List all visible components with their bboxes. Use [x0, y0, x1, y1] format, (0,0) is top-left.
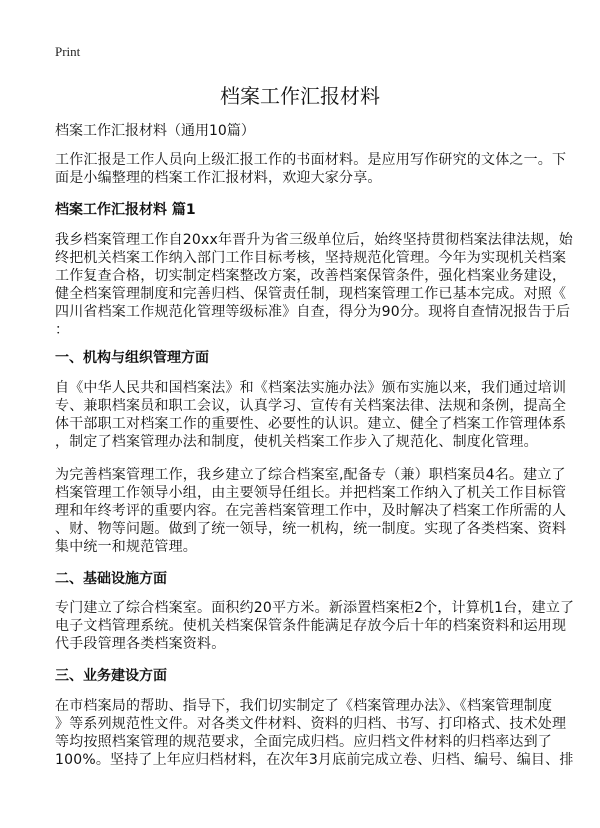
- text-line: 集中统一和规范管理。: [55, 539, 197, 555]
- section-title: 档案工作汇报材料 篇1: [55, 202, 196, 218]
- text-line: 档案管理工作领导小组，由主要领导任组长。并把档案工作纳入了机关工作目标管: [55, 485, 567, 501]
- text-line: 》等系列规范性文件。对各类文件材料、资料的归档、书写、打印格式、技术处理: [55, 716, 567, 732]
- text-line: 为完善档案管理工作，我乡建立了综合档案室,配备专（兼）职档案员4名。建立了: [55, 467, 566, 483]
- subtitle: 档案工作汇报材料（通用10篇）: [55, 123, 255, 139]
- intro-paragraph: [55, 151, 567, 187]
- text-line: 面是小编整理的档案工作汇报材料，欢迎大家分享。: [55, 170, 382, 186]
- text-line: 健全档案管理制度和完善归档、保管责任制，现档案管理工作已基本完成。对照《: [55, 286, 567, 302]
- text-line: 电子文档管理系统。使机关档案保管条件能满足存放今后十年的档案资料和运用现: [55, 618, 567, 634]
- heading-organization: 一、机构与组织管理方面: [55, 350, 209, 366]
- text-line: 体干部职工对档案工作的重要性、必要性的认识。建立、健全了档案工作管理体系: [55, 416, 567, 432]
- paragraph-4: [55, 599, 575, 653]
- text-line: 工作复查合格，切实制定档案整改方案，改善档案保管条件，强化档案业务建设，: [55, 268, 567, 284]
- text-line: 100%。坚持了上年应归档材料，在次年3月底前完成立卷、归档、编号、编目、排: [55, 752, 574, 768]
- text-line: 、财、物等问题。做到了统一领导，统一机构，统一制度。实现了各类档案、资料: [55, 521, 567, 537]
- text-line: ，制定了档案管理办法和制度，使机关档案工作步入了规范化、制度化管理。: [55, 434, 538, 450]
- page-title: 档案工作汇报材料: [220, 84, 380, 108]
- text-line: 专门建立了综合档案室。面积约20平方米。新添置档案柜2个，计算机1台，建立了: [55, 600, 575, 616]
- paragraph-1: [55, 231, 573, 339]
- text-line: 我乡档案管理工作自20xx年晋升为省三级单位后，始终坚持贯彻档案法律法规，始: [55, 232, 573, 248]
- paragraph-5: [55, 697, 574, 769]
- heading-infrastructure: 二、基础设施方面: [55, 571, 167, 587]
- print-link[interactable]: Print: [55, 44, 81, 59]
- paragraph-2: [55, 379, 567, 451]
- heading-business: 三、业务建设方面: [55, 668, 167, 684]
- text-line: 工作汇报是工作人员向上级汇报工作的书面材料。是应用写作研究的文体之一。下: [55, 152, 567, 168]
- text-line: 四川省档案工作规范化管理等级标准》自查，得分为90分。现将自查情况报告于后: [55, 304, 571, 320]
- text-line: 专、兼职档案员和职工会议，认真学习、宣传有关档案法律、法规和条例，提高全: [55, 398, 567, 414]
- text-line: 代手段管理各类档案资料。: [55, 636, 226, 652]
- text-line: 自《中华人民共和国档案法》和《档案法实施办法》颁布实施以来，我们通过培训: [55, 380, 567, 396]
- text-line: 在市档案局的帮助、指导下，我们切实制定了《档案管理办法》、《档案管理制度: [55, 698, 553, 714]
- text-line: ：: [55, 322, 70, 338]
- paragraph-3: [55, 466, 567, 556]
- text-line: 等均按照档案管理的规范要求，全面完成归档。应归档文件材料的归档率达到了: [55, 734, 552, 750]
- text-line: 理和年终考评的重要内容。在完善档案管理工作中，及时解决了档案工作所需的人: [55, 503, 567, 519]
- text-line: 终把机关档案工作纳入部门工作目标考核，坚持规范化管理。今年为实现机关档案: [55, 250, 567, 266]
